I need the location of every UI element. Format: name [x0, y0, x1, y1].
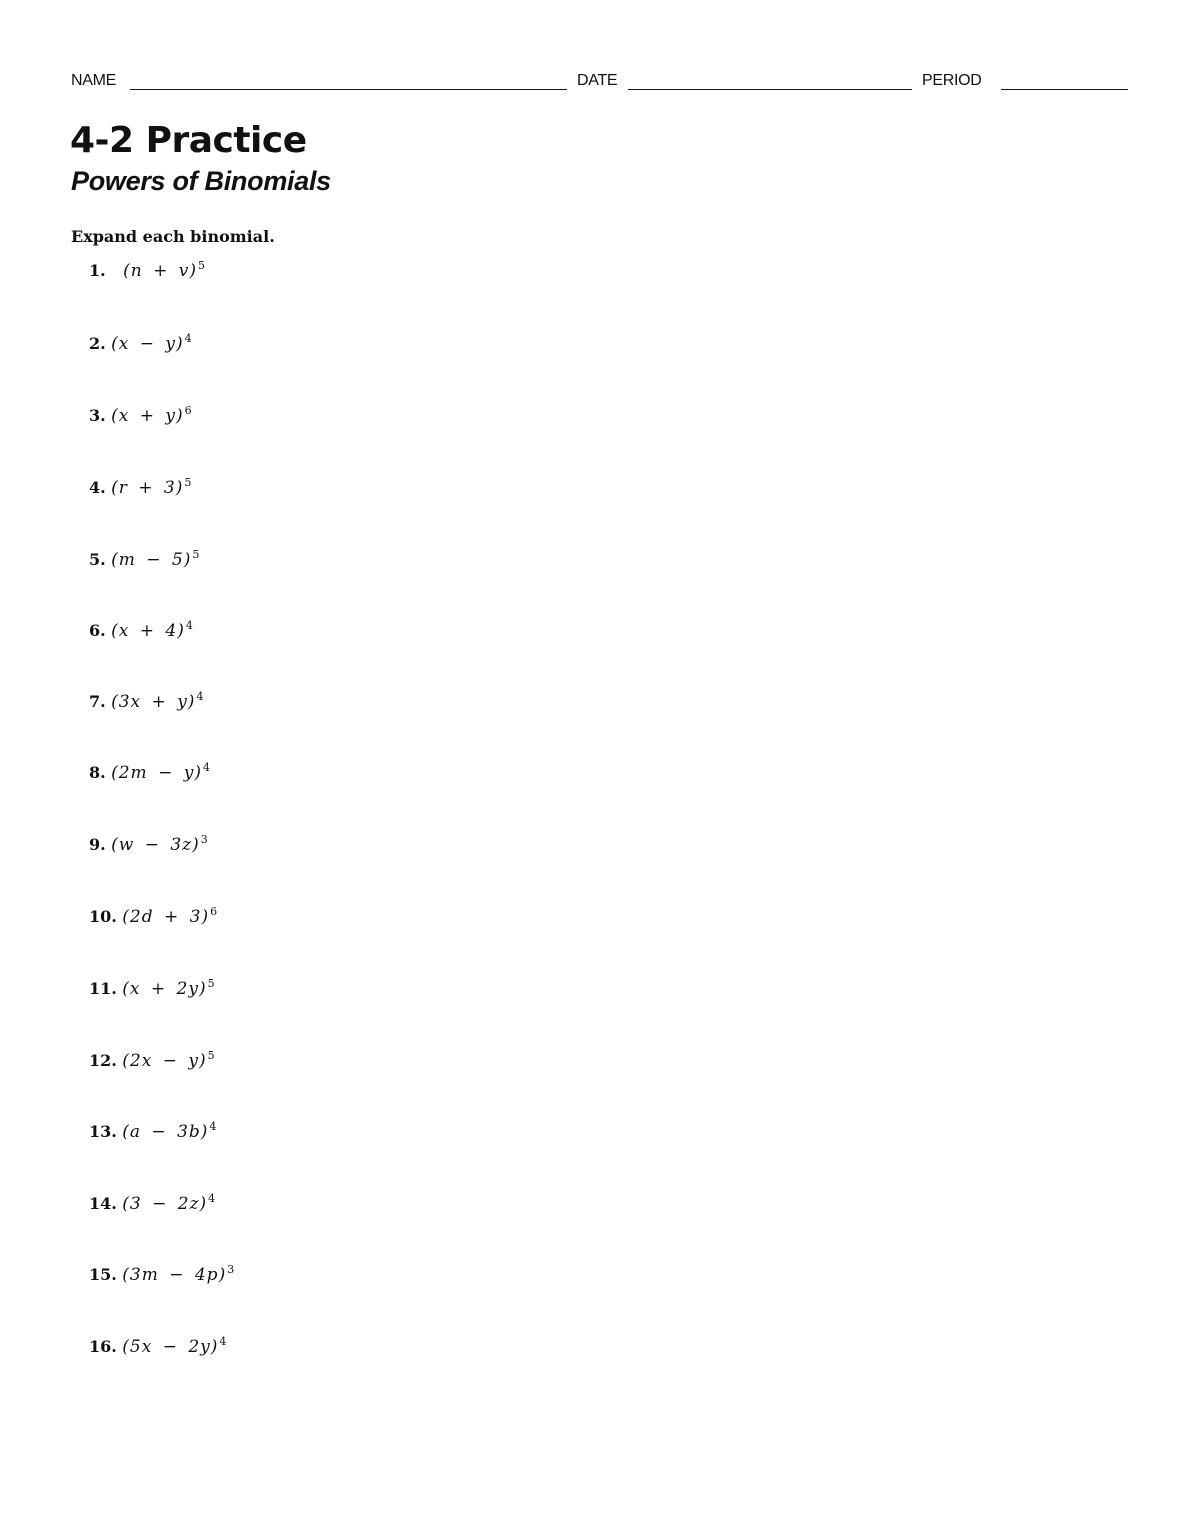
- problem-item: [89, 977, 216, 999]
- problem-expression: [111, 550, 200, 570]
- binomial-exponent: 4: [196, 690, 205, 703]
- binomial-exponent: 4: [219, 1335, 228, 1348]
- problem-number: 2.: [89, 334, 106, 353]
- worksheet-title: 4-2 Practice: [70, 120, 307, 161]
- problem-expression: [111, 406, 193, 426]
- binomial-exponent: 5: [197, 259, 206, 272]
- problem-number: 14.: [89, 1194, 117, 1213]
- problem-number: 8.: [89, 763, 106, 782]
- problem-number: 6.: [89, 621, 106, 640]
- binomial-base: (a − 3b): [122, 1122, 209, 1142]
- problem-item: [89, 332, 193, 354]
- problem-number: 12.: [89, 1051, 117, 1070]
- problem-expression: [111, 334, 193, 354]
- problem-expression: [111, 692, 204, 712]
- binomial-exponent: 4: [184, 332, 193, 345]
- problem-expression: [122, 1337, 227, 1357]
- problem-item: [89, 1335, 227, 1357]
- binomial-exponent: 3: [200, 833, 209, 846]
- student-info-header: [71, 70, 1131, 94]
- problem-item: [89, 1120, 217, 1142]
- problem-expression: [111, 835, 209, 855]
- problem-item: [89, 548, 200, 570]
- binomial-exponent: 5: [207, 977, 216, 990]
- binomial-base: (2d + 3): [122, 907, 210, 927]
- binomial-base: (x − y): [111, 334, 184, 354]
- binomial-base: (x + 4): [111, 621, 185, 641]
- problem-item: [89, 404, 193, 426]
- problem-item: [89, 259, 206, 281]
- date-label: DATE: [577, 72, 618, 89]
- binomial-base: (w − 3z): [111, 835, 200, 855]
- problem-expression: [122, 1122, 217, 1142]
- problem-item: [89, 690, 204, 712]
- problem-number: 9.: [89, 835, 106, 854]
- binomial-base: (2x − y): [122, 1051, 207, 1071]
- binomial-base: (x + y): [111, 406, 184, 426]
- problem-item: [89, 761, 211, 783]
- problem-item: [89, 1263, 235, 1285]
- name-label: NAME: [71, 72, 117, 89]
- problem-item: [89, 1049, 216, 1071]
- problem-number: 16.: [89, 1337, 117, 1356]
- binomial-exponent: 6: [210, 905, 219, 918]
- period-field[interactable]: [1001, 89, 1128, 90]
- problem-expression: [122, 907, 218, 927]
- problem-expression: [122, 979, 215, 999]
- binomial-base: (3 − 2z): [122, 1194, 208, 1214]
- problem-expression: [123, 261, 206, 281]
- name-field[interactable]: [130, 89, 567, 90]
- problem-expression: [122, 1265, 235, 1285]
- problem-item: [89, 1192, 216, 1214]
- date-field[interactable]: [628, 89, 912, 90]
- binomial-exponent: 3: [227, 1263, 236, 1276]
- problem-number: 10.: [89, 907, 117, 926]
- problem-expression: [111, 621, 194, 641]
- binomial-exponent: 4: [202, 761, 211, 774]
- problem-item: [89, 905, 218, 927]
- binomial-exponent: 5: [184, 476, 193, 489]
- problem-item: [89, 833, 209, 855]
- problem-expression: [122, 1051, 215, 1071]
- binomial-exponent: 4: [208, 1192, 217, 1205]
- binomial-base: (3x + y): [111, 692, 196, 712]
- problem-number: 3.: [89, 406, 106, 425]
- binomial-exponent: 5: [192, 548, 201, 561]
- problem-number: 15.: [89, 1265, 117, 1284]
- problem-number: 7.: [89, 692, 106, 711]
- period-label: PERIOD: [922, 72, 982, 89]
- binomial-base: (2m − y): [111, 763, 202, 783]
- problem-number: 13.: [89, 1122, 117, 1141]
- problem-number: 5.: [89, 550, 106, 569]
- problem-number: 11.: [89, 979, 117, 998]
- problem-number: 4.: [89, 478, 106, 497]
- problem-expression: [111, 763, 211, 783]
- instructions: Expand each binomial.: [71, 227, 275, 246]
- worksheet-subtitle: Powers of Binomials: [71, 166, 331, 196]
- binomial-exponent: 5: [207, 1049, 216, 1062]
- binomial-exponent: 4: [209, 1120, 218, 1133]
- binomial-base: (x + 2y): [122, 979, 207, 999]
- binomial-base: (r + 3): [111, 478, 184, 498]
- binomial-base: (5x − 2y): [122, 1337, 219, 1357]
- binomial-exponent: 6: [184, 404, 193, 417]
- problem-expression: [122, 1194, 216, 1214]
- problem-expression: [111, 478, 192, 498]
- problem-item: [89, 476, 192, 498]
- binomial-base: (3m − 4p): [122, 1265, 227, 1285]
- binomial-base: (n + v): [123, 261, 197, 281]
- problem-number: 1.: [89, 261, 106, 280]
- binomial-base: (m − 5): [111, 550, 192, 570]
- binomial-exponent: 4: [185, 619, 194, 632]
- problem-item: [89, 619, 194, 641]
